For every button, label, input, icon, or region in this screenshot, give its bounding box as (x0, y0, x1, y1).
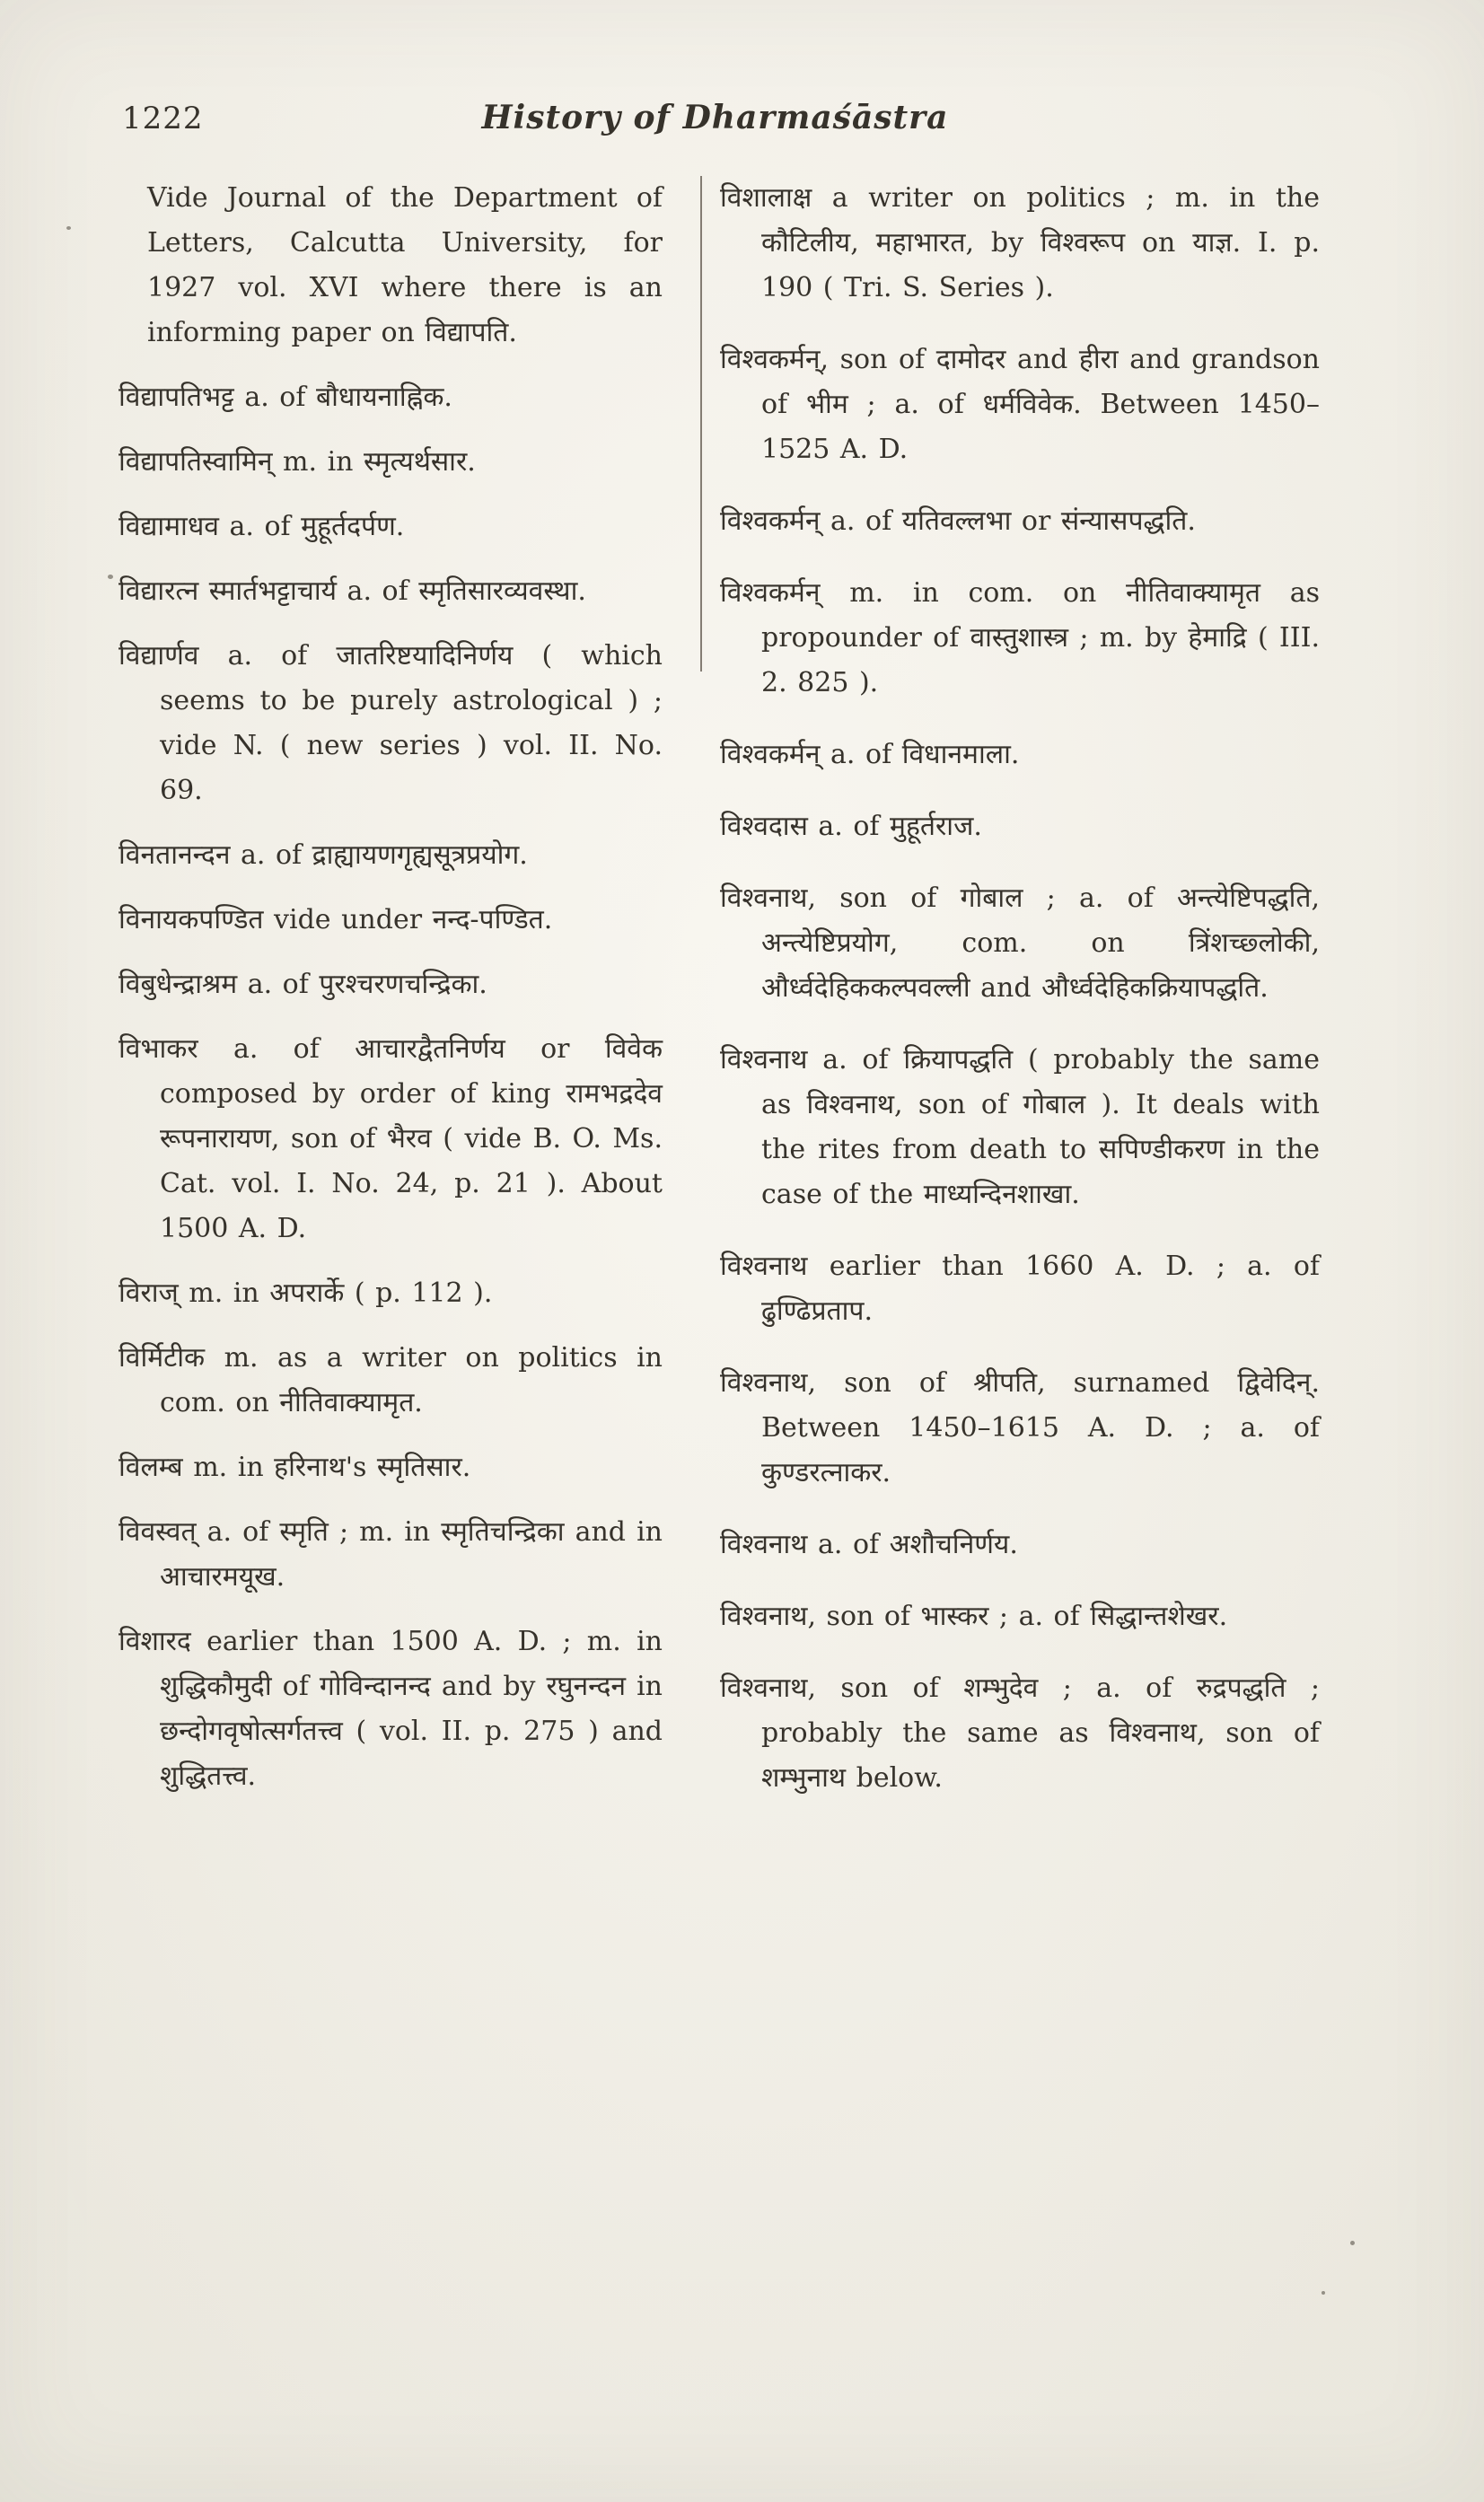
index-entry: विश्वकर्मन् m. in com. on नीतिवाक्यामृत as propounder of वास्तुशास्त्र ; m. by हेमाद्रि ( III. 2. 825 ). (720, 577, 1320, 698)
text-columns (119, 176, 1320, 1828)
index-entry: विश्वनाथ, son of शम्भुदेव ; a. of रुद्रपद्धति ; probably the same as विश्वनाथ, son of शम्भुनाथ below. (720, 1672, 1320, 1794)
index-entry: विद्यारत्न स्मार्तभट्टाचार्य a. of स्मृतिसारव्यवस्था. (119, 575, 586, 607)
index-entry-continuation: Vide Journal of the Department of Letters, Calcutta University, for 1927 vol. XVI where there is an informing paper on विद्यापति. (147, 182, 663, 348)
scan-speck (66, 226, 71, 230)
index-entry: विद्यापतिभट्ट a. of बौधायनाह्निक. (119, 382, 452, 413)
scan-speck (1322, 2291, 1325, 2295)
index-entry: विश्वनाथ a. of अशौचनिर्णय. (720, 1529, 1018, 1560)
left-column (119, 176, 663, 1828)
index-entry: विशारद earlier than 1500 A. D. ; m. in शुद्धिकौमुदी of गोविन्दानन्द and by रघुनन्दन in छन्दोगवृषोत्सर्गतत्त्व ( vol. II. p. 275 ) and शुद्धितत्त्व. (119, 1626, 663, 1792)
index-entry: विर्मिटीक m. as a writer on politics in com. on नीतिवाक्यामृत. (119, 1342, 663, 1418)
index-entry: विश्वनाथ, son of गोबाल ; a. of अन्त्येष्टिपद्धति, अन्त्येष्टिप्रयोग, com. on त्रिंशच्छ्लोकी, और्ध्वदेहिककल्पवल्ली and और्ध्वदेहिकक्रियापद्धति. (720, 882, 1320, 1004)
index-entry: विनायकपण्डित vide under नन्द-पण्डित. (119, 904, 553, 935)
scan-speck (108, 575, 113, 579)
index-entry: विश्वनाथ a. of क्रियापद्धति ( probably the same as विश्वनाथ, son of गोबाल ). It deals with the rites from death to सपिण्डीकरण in the case of the माध्यन्दिनशाखा. (720, 1044, 1320, 1210)
right-column (720, 176, 1320, 1828)
index-entry: विवस्वत् a. of स्मृति ; m. in स्मृतिचन्द्रिका and in आचारमयूख. (119, 1516, 663, 1593)
page-title: History of Dharmaśāstra (481, 99, 949, 136)
index-entry: विश्वकर्मन् a. of विधानमाला. (720, 739, 1020, 770)
index-entry: विश्वकर्मन् a. of यतिवल्लभा or संन्यासपद्धति. (720, 505, 1196, 537)
page-number: 1222 (122, 101, 204, 136)
index-entry: विश्वनाथ, son of श्रीपति, surnamed द्विवेदिन्. Between 1450–1615 A. D. ; a. of कुण्डरत्नाकर. (720, 1367, 1320, 1488)
index-entry: विबुधेन्द्राश्रम a. of पुरश्चरणचन्द्रिका. (119, 969, 487, 1000)
index-entry: विश्वदास a. of मुहूर्तराज. (720, 811, 982, 842)
index-entry: विद्यापतिस्वामिन् m. in स्मृत्यर्थसार. (119, 446, 476, 478)
index-entry: विशालाक्ष a writer on politics ; m. in the कौटिलीय, महाभारत, by विश्वरूप on याज्ञ. I. p. 190 ( Tri. S. Series ). (720, 182, 1320, 303)
scan-speck (1350, 2241, 1355, 2245)
index-entry: विद्यार्णव a. of जातरिष्टयादिनिर्णय ( which seems to be purely astrological ) ; vide N. ( new series ) vol. II. No. 69. (119, 640, 663, 806)
index-entry: विद्यामाधव a. of मुहूर्तदर्पण. (119, 511, 405, 542)
index-entry: विश्वनाथ earlier than 1660 A. D. ; a. of ढुण्ढिप्रताप. (720, 1251, 1320, 1327)
index-entry: विश्वनाथ, son of भास्कर ; a. of सिद्धान्तशेखर. (720, 1601, 1228, 1632)
index-entry: विश्वकर्मन्, son of दामोदर and हीरा and grandson of भीम ; a. of धर्मविवेक. Between 1450–1525 A. D. (720, 344, 1320, 465)
index-entry: विलम्ब m. in हरिनाथ's स्मृतिसार. (119, 1452, 471, 1483)
index-entry: विनतानन्दन a. of द्राह्यायणगृह्यसूत्रप्रयोग. (119, 839, 528, 871)
index-entry: विभाकर a. of आचारद्वैतनिर्णय or विवेक composed by order of king रामभद्रदेव रूपनारायण, son of भैरव ( vide B. O. Ms. Cat. vol. I. No. 24, p. 21 ). About 1500 A. D. (119, 1033, 663, 1244)
index-entry: विराज् m. in अपरार्के ( p. 112 ). (119, 1277, 493, 1309)
